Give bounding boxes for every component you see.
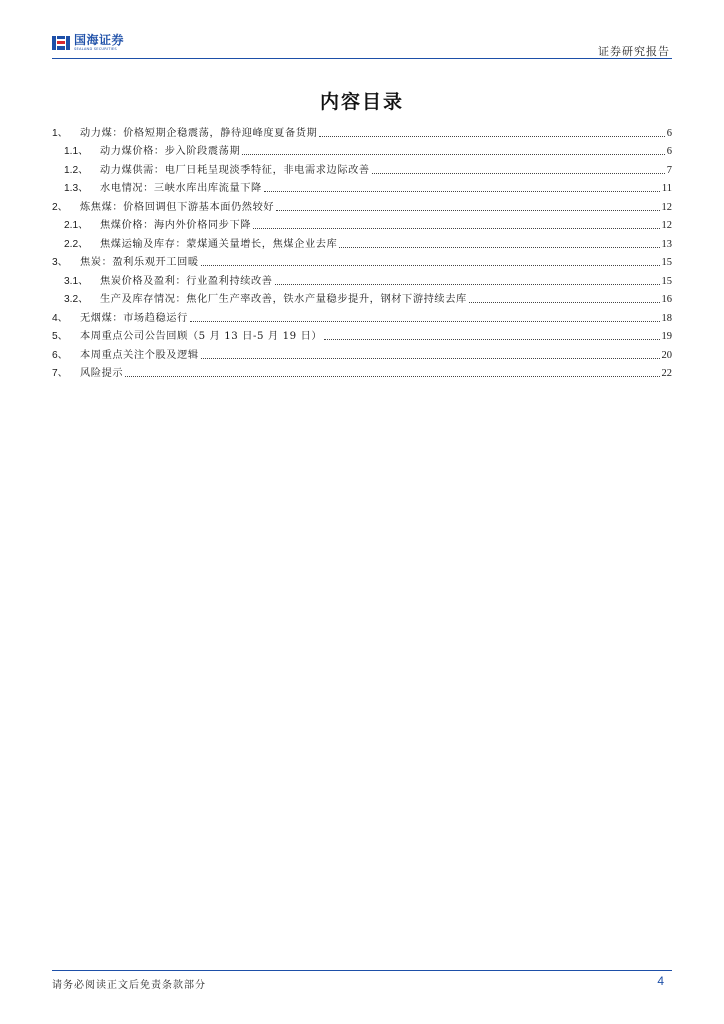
toc-entry-label: 风险提示 [80, 368, 124, 379]
toc-entry-label: 动力煤供需：电厂日耗呈现淡季特征，非电需求边际改善 [100, 164, 370, 176]
toc-entry-number: 6、 [52, 349, 68, 361]
toc-dot-leader [276, 209, 659, 211]
toc-entry-page: 12 [661, 201, 672, 213]
toc-entry-label: 焦炭价格及盈利：行业盈利持续改善 [100, 275, 273, 287]
toc-dot-leader [319, 135, 664, 137]
table-of-contents [52, 121, 672, 380]
toc-dot-leader [469, 301, 660, 303]
toc-entry-number: 4、 [52, 312, 68, 324]
toc-entry-number: 5、 [52, 331, 68, 342]
toc-entry-page: 13 [661, 238, 672, 250]
toc-entry-number: 1.1、 [64, 146, 89, 157]
company-logo [52, 32, 124, 54]
toc-entry-number: 2、 [52, 201, 68, 213]
toc-entry-label: 水电情况：三峡水库出库流量下降 [100, 183, 262, 194]
header-divider [52, 58, 672, 59]
toc-entry-number: 1、 [52, 127, 68, 139]
toc-entry[interactable] [52, 288, 672, 307]
toc-dot-leader [324, 338, 659, 340]
toc-entry[interactable] [52, 177, 672, 196]
toc-entry[interactable] [52, 343, 672, 362]
toc-entry-label: 焦炭：盈利乐观开工回暖 [80, 257, 199, 268]
disclaimer-note: 请务必阅读正文后免责条款部分 [52, 980, 206, 991]
toc-entry-number: 7、 [52, 368, 68, 379]
toc-entry-page: 18 [661, 312, 672, 324]
toc-entry-label: 生产及库存情况：焦化厂生产率改善，铁水产量稳步提升，钢材下游持续去库 [100, 294, 467, 305]
toc-entry-label: 炼焦煤：价格回调但下游基本面仍然较好 [80, 201, 275, 213]
toc-entry-page: 15 [661, 257, 672, 268]
toc-title: 内容目录 [319, 91, 404, 113]
toc-entry-label: 本周重点关注个股及逻辑 [80, 349, 199, 361]
toc-entry-page: 12 [661, 220, 672, 231]
toc-entry-number: 3、 [52, 257, 68, 268]
toc-entry-label: 动力煤价格：步入阶段震荡期 [100, 146, 241, 157]
toc-entry-page: 6 [666, 127, 672, 139]
toc-dot-leader [275, 283, 660, 285]
toc-dot-leader [201, 357, 660, 359]
toc-entry-number: 2.1、 [64, 220, 89, 231]
toc-entry-number: 3.1、 [64, 275, 89, 287]
toc-entry-label: 焦煤运输及库存：蒙煤通关量增长，焦煤企业去库 [100, 238, 338, 250]
toc-entry[interactable] [52, 232, 672, 251]
toc-dot-leader [264, 190, 660, 192]
toc-entry[interactable] [52, 195, 672, 214]
toc-entry[interactable] [52, 362, 672, 381]
toc-entry[interactable] [52, 121, 672, 140]
toc-entry-page: 22 [661, 368, 672, 379]
toc-entry[interactable] [52, 251, 672, 270]
toc-dot-leader [125, 375, 659, 377]
page-number: 4 [657, 974, 664, 988]
toc-entry-page: 11 [661, 183, 672, 194]
toc-entry[interactable] [52, 158, 672, 177]
toc-dot-leader [201, 264, 660, 266]
toc-dot-leader [339, 246, 659, 248]
toc-entry-number: 1.2、 [64, 164, 89, 176]
report-type-label: 证券研究报告 [598, 45, 670, 58]
toc-entry[interactable] [52, 325, 672, 344]
logo-english-name: SEALAND SECURITIES [74, 47, 117, 51]
toc-entry-page: 15 [661, 275, 672, 287]
toc-dot-leader [253, 227, 659, 229]
toc-entry-number: 2.2、 [64, 238, 89, 250]
toc-entry-label: 焦煤价格：海内外价格同步下降 [100, 220, 252, 231]
toc-entry-page: 6 [666, 146, 672, 157]
toc-entry-label: 本周重点公司公告回顾（5 月 13 日-5 月 19 日） [80, 331, 323, 342]
toc-entry-number: 1.3、 [64, 183, 89, 194]
page-header [52, 28, 672, 60]
toc-entry[interactable] [52, 140, 672, 159]
logo-chinese-name: 国海证券 [74, 33, 125, 47]
footer-divider [52, 970, 672, 971]
toc-entry-page: 16 [661, 294, 672, 305]
toc-dot-leader [372, 172, 665, 174]
toc-entry-page: 19 [661, 331, 672, 342]
toc-dot-leader [190, 320, 660, 322]
toc-dot-leader [242, 153, 665, 155]
toc-entry-page: 20 [661, 349, 672, 361]
logo-mark-icon [52, 34, 70, 52]
toc-entry-label: 无烟煤：市场趋稳运行 [80, 312, 188, 324]
toc-entry[interactable] [52, 214, 672, 233]
toc-entry-label: 动力煤：价格短期企稳震荡，静待迎峰度夏备货期 [80, 127, 318, 139]
toc-entry[interactable] [52, 306, 672, 325]
toc-entry-number: 3.2、 [64, 294, 89, 305]
toc-entry[interactable] [52, 269, 672, 288]
toc-entry-page: 7 [666, 164, 672, 176]
